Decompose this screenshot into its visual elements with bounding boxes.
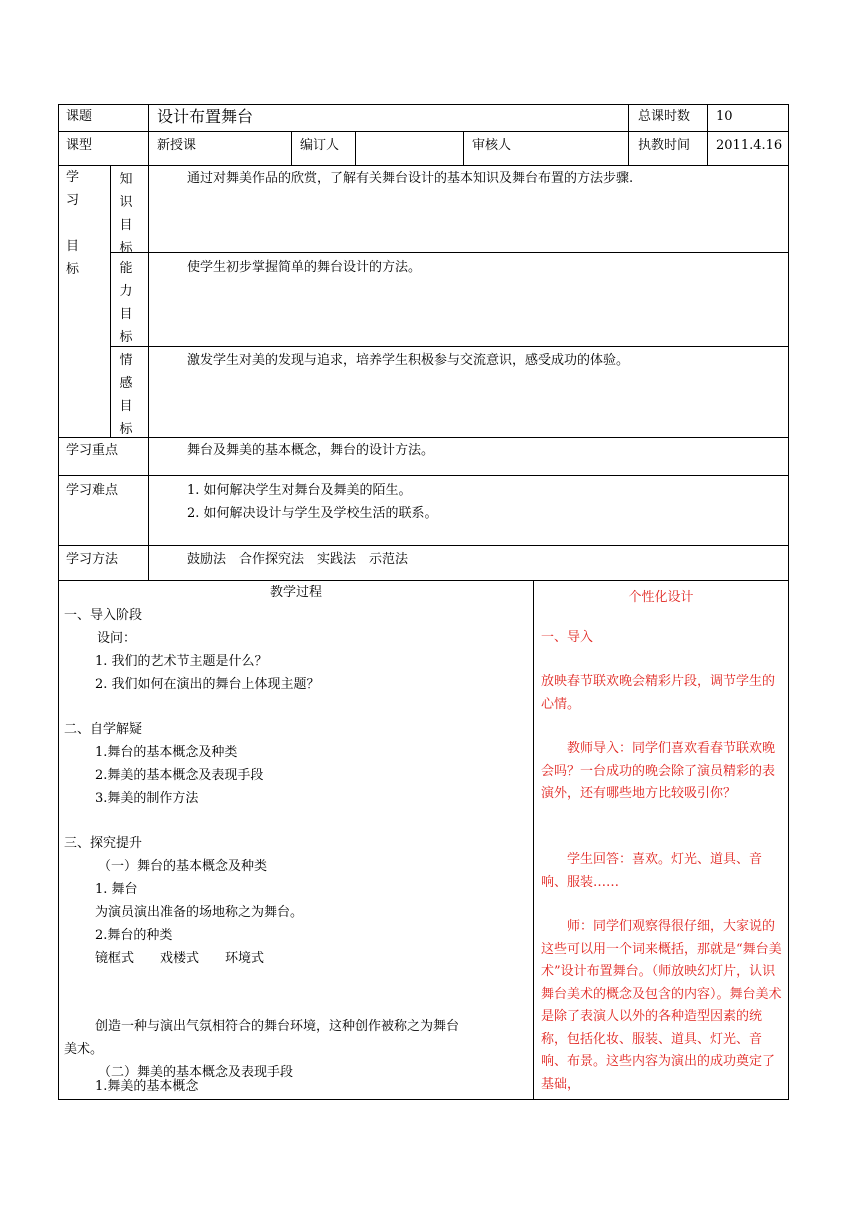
ability-objective: 使学生初步掌握简单的舞台设计的方法。 <box>187 260 422 275</box>
knowledge-objective: 通过对舞美作品的欣赏，了解有关舞台设计的基本知识及舞台布置的方法步骤. <box>187 171 634 186</box>
objectives-label-3: 目 <box>66 239 80 254</box>
process-question-label: 设问： <box>97 631 137 646</box>
personal-paragraph-4: 师：同学们观察得很仔细，大家说的这些可以用一个词来概括，那就是“舞台美术”设计布置舞台。（师放映幻灯片，认识舞台美术的概念及包含的内容）。舞台美术是除了表演人以外的各种造型因素的统称，包括化妆、服装、道具、灯光、音响、布景。这些内容为演出的成功奠定了基础， <box>541 919 782 1092</box>
method-label: 学习方法 <box>66 552 119 567</box>
type-value: 新授课 <box>157 138 197 153</box>
objectives-label-2: 习 <box>66 193 80 208</box>
personal-paragraph-2: 教师导入：同学们喜欢看春节联欢晚会吗？一台成功的晚会除了演员精彩的表演外，还有哪些地方比较吸引你？ <box>541 741 776 801</box>
process-s3-stage-def: 为演员演出准备的场地称之为舞台。 <box>95 905 304 920</box>
course-title: 设计布置舞台 <box>157 107 254 126</box>
process-paragraph-line-2: 美术。 <box>64 1042 104 1057</box>
emotion-objective: 激发学生对美的发现与追求，培养学生积极参与交流意识，感受成功的体验。 <box>187 353 630 368</box>
ability-label: 能 力 目 标 <box>119 261 133 345</box>
process-s3-stage: 1. 舞台 <box>95 882 138 897</box>
process-s3-sub-1: （一）舞台的基本概念及种类 <box>98 859 268 874</box>
reviewer-label: 审核人 <box>472 138 512 153</box>
process-s2-item-1: 1.舞台的基本概念及种类 <box>95 745 238 760</box>
editor-label: 编订人 <box>300 138 340 153</box>
process-s2-item-2: 2.舞美的基本概念及表现手段 <box>95 768 264 783</box>
difficulty-item-2: 2. 如何解决设计与学生及学校生活的联系。 <box>187 506 438 521</box>
method-text: 鼓励法 合作探究法 实践法 示范法 <box>187 552 409 567</box>
process-question-1: 1. 我们的艺术节主题是什么？ <box>95 654 268 669</box>
process-s3-types-list: 镜框式 戏楼式 环境式 <box>95 951 265 966</box>
objectives-label-1: 学 <box>66 170 80 185</box>
process-section-1: 一、导入阶段 <box>64 608 143 623</box>
process-question-2: 2. 我们如何在演出的舞台上体现主题？ <box>95 677 320 692</box>
total-hours-value: 10 <box>716 109 733 124</box>
process-paragraph-line-1: 创造一种与演出气氛相符合的舞台环境，这种创作被称之为舞台 <box>95 1019 460 1034</box>
process-s3-sub-2: （二）舞美的基本概念及表现手段 <box>98 1065 294 1080</box>
objectives-label-4: 标 <box>66 262 80 277</box>
date-label: 执教时间 <box>638 138 691 153</box>
personal-heading: 个性化设计 <box>628 590 694 605</box>
knowledge-label: 知 识 目 标 <box>119 172 133 256</box>
personal-paragraph-1: 放映春节联欢晚会精彩片段，调节学生的心情。 <box>541 674 776 712</box>
difficulty-item-1: 1. 如何解决学生对舞台及舞美的陌生。 <box>187 483 412 498</box>
difficulty-label: 学习难点 <box>66 483 119 498</box>
personal-intro-title: 一、导入 <box>541 630 594 645</box>
focus-label: 学习重点 <box>66 443 119 458</box>
process-section-3: 三、探究提升 <box>64 836 143 851</box>
focus-text: 舞台及舞美的基本概念，舞台的设计方法。 <box>187 443 435 458</box>
total-hours-label: 总课时数 <box>638 109 691 124</box>
process-heading: 教学过程 <box>269 585 322 600</box>
process-section-2: 二、自学解疑 <box>64 722 143 737</box>
course-label: 课题 <box>66 109 93 124</box>
process-s3-types: 2.舞台的种类 <box>95 928 173 943</box>
date-value: 2011.4.16 <box>716 138 783 153</box>
process-s2-item-3: 3.舞美的制作方法 <box>95 791 199 806</box>
type-label: 课型 <box>66 138 93 153</box>
personal-paragraph-3: 学生回答：喜欢。灯光、道具、音响、服装…… <box>541 852 763 890</box>
emotion-label: 情 感 目 标 <box>119 353 133 437</box>
process-s3-sub-2-item-1: 1.舞美的基本概念 <box>95 1079 199 1094</box>
